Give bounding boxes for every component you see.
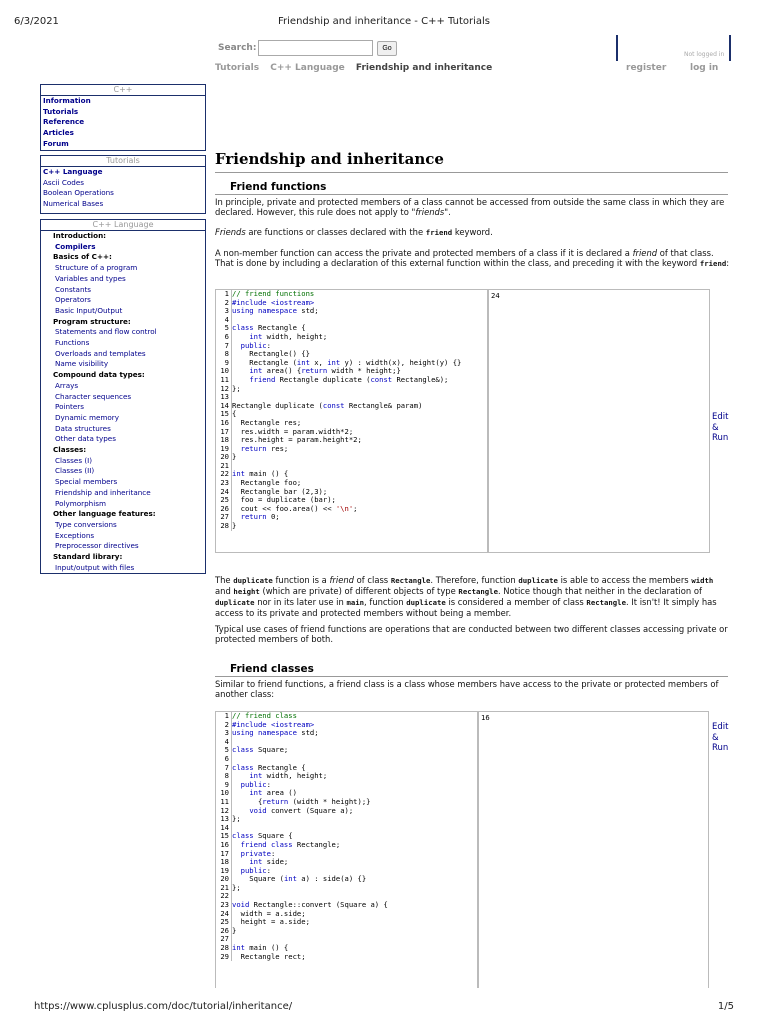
sidebar-cpp-box bbox=[40, 84, 206, 151]
code-token: class bbox=[232, 831, 254, 841]
line-number: 16 bbox=[216, 841, 232, 850]
code-token: void bbox=[232, 900, 250, 910]
print-url: https://www.cplusplus.com/doc/tutorial/inheritance/ bbox=[34, 1001, 293, 1012]
code-token: } bbox=[232, 452, 237, 462]
sidebar-item-cpp-language[interactable]: C++ Language bbox=[43, 167, 103, 176]
edit-run-text[interactable]: Run bbox=[712, 433, 729, 443]
code-output: 24 bbox=[488, 289, 710, 553]
line-number: 13 bbox=[216, 393, 232, 402]
code-line bbox=[216, 453, 487, 462]
sidebar-item-boolean-operations[interactable]: Boolean Operations bbox=[43, 188, 114, 198]
sidebar-tutorials-box bbox=[40, 155, 206, 214]
sidebar-section-heading: Program structure: bbox=[53, 316, 131, 326]
sidebar-item-link[interactable]: Polymorphism bbox=[55, 498, 106, 508]
code-token: width, height; bbox=[262, 331, 328, 341]
code-token: width = a.side; bbox=[232, 908, 306, 918]
code-line bbox=[216, 445, 487, 454]
code-token: height = a.side; bbox=[232, 917, 310, 927]
sidebar-cpp-title: C++ bbox=[41, 85, 205, 96]
code-token: x, bbox=[309, 357, 328, 367]
sidebar-item-link[interactable]: Type conversions bbox=[55, 519, 117, 529]
code-token: friend class bbox=[240, 839, 293, 849]
code-token: void bbox=[249, 805, 267, 815]
code-token: const bbox=[322, 400, 345, 410]
line-number: 22 bbox=[216, 470, 232, 479]
sidebar-item-link[interactable]: Dynamic memory bbox=[55, 412, 120, 422]
code-token: convert (Square a); bbox=[266, 805, 354, 815]
inline-code: duplicate bbox=[518, 576, 558, 585]
sidebar-item-link[interactable]: Constants bbox=[55, 284, 92, 294]
line-number: 29 bbox=[216, 953, 232, 962]
code-token: '\n' bbox=[335, 503, 354, 513]
code-token: class bbox=[232, 745, 254, 755]
line-number: 2 bbox=[216, 299, 232, 308]
search-label: Search: bbox=[218, 43, 257, 53]
inline-code: friend bbox=[699, 259, 727, 268]
sidebar-item-link[interactable]: Preprocessor directives bbox=[55, 541, 139, 551]
line-number: 12 bbox=[216, 385, 232, 394]
line-number: 28 bbox=[216, 944, 232, 953]
sidebar-item-link[interactable]: Statements and flow control bbox=[55, 327, 157, 337]
code-token: Rectangle ( bbox=[232, 357, 297, 367]
section-divider bbox=[215, 194, 728, 195]
text-italic: Friends bbox=[215, 227, 246, 237]
inline-code: duplicate bbox=[406, 598, 446, 607]
line-number: 9 bbox=[216, 359, 232, 368]
inline-code: Rectangle bbox=[458, 587, 498, 596]
sidebar-item-articles[interactable]: Articles bbox=[43, 128, 74, 138]
code-token: Rectangle foo; bbox=[232, 478, 302, 488]
sidebar-item-tutorials[interactable]: Tutorials bbox=[43, 106, 79, 116]
code-token: int bbox=[283, 874, 297, 884]
code-token: // friend class bbox=[232, 711, 297, 720]
code-token: foo = duplicate (bar); bbox=[232, 495, 336, 505]
sidebar-section-heading: Standard library: bbox=[53, 552, 123, 562]
line-number: 10 bbox=[216, 789, 232, 798]
line-number: 27 bbox=[216, 935, 232, 944]
line-number: 21 bbox=[216, 462, 232, 471]
line-number: 8 bbox=[216, 772, 232, 781]
login-link[interactable]: log in bbox=[690, 63, 719, 73]
code-token: { bbox=[232, 409, 237, 419]
line-number: 11 bbox=[216, 376, 232, 385]
register-link[interactable]: register bbox=[626, 63, 667, 73]
line-number: 2 bbox=[216, 721, 232, 730]
code-token: Rectangle duplicate ( bbox=[275, 374, 371, 384]
text: . bbox=[448, 207, 451, 217]
code-token: Rectangle::convert (Square a) { bbox=[249, 900, 388, 910]
sidebar-section-heading: Classes: bbox=[53, 445, 87, 455]
code-line bbox=[216, 953, 477, 962]
sidebar-section-heading: Introduction: bbox=[53, 231, 107, 240]
line-number: 27 bbox=[216, 513, 232, 522]
print-date: 6/3/2021 bbox=[14, 16, 59, 27]
code-token: }; bbox=[232, 383, 241, 393]
line-number: 4 bbox=[216, 316, 232, 325]
sidebar-item-link[interactable]: Compilers bbox=[55, 241, 96, 251]
sidebar-section-heading: Basics of C++: bbox=[53, 252, 112, 262]
breadcrumb-tutorials[interactable]: Tutorials bbox=[215, 63, 260, 73]
code-token: Rectangle rect; bbox=[232, 951, 306, 961]
code-token: return bbox=[301, 366, 328, 376]
title-divider bbox=[215, 172, 728, 173]
line-number: 14 bbox=[216, 402, 232, 411]
line-number: 6 bbox=[216, 755, 232, 764]
search-input[interactable] bbox=[258, 40, 373, 56]
text: : bbox=[726, 258, 730, 268]
sidebar-item-link[interactable]: Special members bbox=[55, 477, 118, 487]
sidebar-item-link[interactable]: Functions bbox=[55, 338, 90, 348]
code-token: int bbox=[232, 469, 245, 479]
code-token: Square { bbox=[253, 831, 293, 841]
breadcrumb-cpp-language[interactable]: C++ Language bbox=[270, 63, 345, 73]
line-number: 17 bbox=[216, 428, 232, 437]
line-number: 25 bbox=[216, 496, 232, 505]
code-token: // friend functions bbox=[232, 289, 315, 298]
code-token: #include <iostream> bbox=[232, 297, 315, 307]
edit-run-text[interactable]: & bbox=[712, 422, 719, 433]
text: A non-member function can access the private and protected members of a class if it is declared a bbox=[215, 248, 633, 258]
sidebar-item-reference[interactable]: Reference bbox=[43, 117, 85, 127]
edit-run-text[interactable]: Edit bbox=[712, 412, 729, 422]
inline-code: duplicate bbox=[233, 576, 273, 585]
edit-run-link[interactable] bbox=[712, 412, 728, 444]
code-token: res.height = param.height*2; bbox=[232, 435, 362, 445]
code-line bbox=[216, 875, 477, 884]
print-page-title: Friendship and inheritance - C++ Tutorials bbox=[278, 16, 490, 27]
text-italic: friend bbox=[632, 248, 658, 258]
sidebar-section-heading: Compound data types: bbox=[53, 370, 145, 380]
section-title-friend-classes: Friend classes bbox=[230, 663, 314, 675]
code-token: public bbox=[240, 779, 267, 789]
line-number: 24 bbox=[216, 910, 232, 919]
line-number: 28 bbox=[216, 522, 232, 531]
inline-code: width bbox=[691, 576, 714, 585]
code-example-friend-class[interactable] bbox=[215, 711, 478, 988]
code-token: public bbox=[240, 340, 267, 350]
line-number: 1 bbox=[216, 712, 232, 721]
code-token: a) : side(a) {} bbox=[296, 874, 367, 884]
code-token: Rectangle { bbox=[253, 323, 306, 333]
code-token: return bbox=[240, 443, 267, 453]
inline-code: duplicate bbox=[215, 598, 255, 607]
line-number: 9 bbox=[216, 781, 232, 790]
sidebar-item-link[interactable]: Arrays bbox=[55, 380, 79, 390]
code-token: return bbox=[240, 512, 267, 522]
text: nor in its later use in bbox=[254, 597, 347, 607]
code-token: Rectangle; bbox=[292, 839, 341, 849]
code-token: std; bbox=[296, 306, 319, 316]
edit-run-text[interactable]: Edit bbox=[712, 722, 729, 732]
sidebar-item-forum[interactable]: Forum bbox=[43, 138, 69, 148]
text: and bbox=[215, 586, 234, 596]
paragraph: Typical use cases of friend functions are operations that are conducted between two different classes accessing private or protected members of both. bbox=[215, 624, 728, 644]
code-token: int bbox=[232, 943, 245, 953]
sidebar-item-numerical-bases[interactable]: Numerical Bases bbox=[43, 199, 104, 209]
edit-run-link[interactable] bbox=[712, 722, 728, 754]
code-line bbox=[216, 746, 477, 755]
text: (which are private) of different objects of type bbox=[259, 586, 459, 596]
line-number: 6 bbox=[216, 333, 232, 342]
text: are functions or classes declared with the bbox=[245, 227, 426, 237]
code-line bbox=[216, 918, 477, 927]
print-page-number: 1/5 bbox=[717, 1001, 734, 1012]
line-number: 25 bbox=[216, 918, 232, 927]
line-number: 5 bbox=[216, 746, 232, 755]
text: of that class. That is done by including a declaration of this external function within the class, and preceding it with the keyword bbox=[215, 248, 714, 268]
sidebar-item-ascii-codes[interactable]: Ascii Codes bbox=[43, 177, 85, 187]
line-number: 23 bbox=[216, 479, 232, 488]
text: , function bbox=[364, 597, 407, 607]
sidebar-item-link[interactable]: Overloads and templates bbox=[55, 348, 146, 358]
line-number: 7 bbox=[216, 764, 232, 773]
breadcrumb-current[interactable]: Friendship and inheritance bbox=[355, 63, 493, 73]
breadcrumb bbox=[215, 63, 500, 73]
line-number: 26 bbox=[216, 505, 232, 514]
sidebar-item-link[interactable]: Other data types bbox=[55, 434, 116, 444]
sidebar-item-link[interactable]: Basic Input/Output bbox=[55, 305, 123, 315]
text: friend bbox=[329, 575, 354, 585]
text: keyword. bbox=[452, 227, 493, 237]
line-number: 15 bbox=[216, 410, 232, 419]
sidebar-item-link[interactable]: Structure of a program bbox=[55, 263, 138, 273]
code-token: : bbox=[266, 779, 271, 789]
code-token: int bbox=[327, 357, 341, 367]
text: In principle, private and protected members of a class cannot be accessed from outside the same class in which they are declared. However, this rule does not apply to bbox=[215, 197, 725, 217]
line-number: 15 bbox=[216, 832, 232, 841]
text: function is a bbox=[272, 575, 330, 585]
sidebar-item-link[interactable]: Classes (I) bbox=[55, 455, 93, 465]
code-token: int bbox=[249, 331, 263, 341]
code-token: res.width = param.width*2; bbox=[232, 426, 354, 436]
code-token: private bbox=[240, 848, 271, 858]
code-line bbox=[216, 927, 477, 936]
code-token: { bbox=[232, 796, 263, 806]
edit-run-text[interactable]: Run bbox=[712, 743, 729, 753]
code-token: : bbox=[266, 340, 271, 350]
code-token: int bbox=[249, 366, 263, 376]
code-line bbox=[216, 884, 477, 893]
text: of class bbox=[353, 575, 391, 585]
sidebar-item-link[interactable]: Exceptions bbox=[55, 530, 95, 540]
text: The bbox=[215, 575, 234, 585]
edit-run-text[interactable]: & bbox=[712, 732, 719, 743]
code-token: res; bbox=[266, 443, 289, 453]
code-token: ; bbox=[353, 503, 358, 513]
paragraph bbox=[215, 575, 730, 618]
code-token: using namespace bbox=[232, 306, 297, 316]
code-line bbox=[216, 522, 487, 531]
sidebar-item-link[interactable]: Character sequences bbox=[55, 391, 132, 401]
line-number: 13 bbox=[216, 815, 232, 824]
line-number: 10 bbox=[216, 367, 232, 376]
code-token: Rectangle bar (2,3); bbox=[232, 486, 328, 496]
line-number: 3 bbox=[216, 307, 232, 316]
sidebar-tutorials-title: Tutorials bbox=[41, 156, 205, 167]
paragraph bbox=[215, 227, 730, 238]
code-line bbox=[216, 807, 477, 816]
login-box-right-border bbox=[729, 35, 731, 61]
sidebar-item-link[interactable]: Input/output with files bbox=[55, 562, 135, 572]
section-divider bbox=[215, 676, 728, 677]
code-token: Square; bbox=[253, 745, 289, 755]
sidebar-item-link[interactable]: Variables and types bbox=[55, 273, 126, 283]
sidebar-language-list bbox=[41, 231, 205, 574]
search-go-button[interactable]: Go bbox=[377, 41, 397, 56]
code-token: using namespace bbox=[232, 728, 297, 738]
line-number: 12 bbox=[216, 807, 232, 816]
sidebar-item-link[interactable]: Data structures bbox=[55, 423, 111, 433]
code-token: Rectangle() {} bbox=[232, 349, 310, 359]
text: . Therefore, function bbox=[430, 575, 519, 585]
line-number: 8 bbox=[216, 350, 232, 359]
code-token: } bbox=[232, 925, 237, 935]
code-token: (width * height);} bbox=[288, 796, 371, 806]
line-number: 20 bbox=[216, 875, 232, 884]
text: is able to access the members bbox=[557, 575, 692, 585]
line-number: 16 bbox=[216, 419, 232, 428]
page-title: Friendship and inheritance bbox=[215, 150, 444, 168]
code-token: return bbox=[262, 796, 289, 806]
text: . It isn't! It simply has access to its private and protected members without being a member. bbox=[215, 597, 717, 618]
line-number: 19 bbox=[216, 867, 232, 876]
code-token: } bbox=[232, 521, 237, 531]
code-token: main () { bbox=[244, 943, 289, 953]
code-token: width * height;} bbox=[327, 366, 401, 376]
inline-code: height bbox=[233, 587, 260, 596]
code-token: class bbox=[232, 762, 254, 772]
code-token: public bbox=[240, 865, 267, 875]
line-number: 11 bbox=[216, 798, 232, 807]
code-token: Square ( bbox=[232, 874, 284, 884]
sidebar-item-information[interactable]: Information bbox=[43, 96, 91, 105]
sidebar-language-box bbox=[40, 219, 206, 574]
code-token: }; bbox=[232, 882, 241, 892]
code-output: 16 bbox=[478, 711, 709, 988]
line-number: 26 bbox=[216, 927, 232, 936]
section-title-friend-functions: Friend functions bbox=[230, 181, 327, 193]
code-token: int bbox=[249, 857, 263, 867]
code-line bbox=[216, 729, 477, 738]
code-token: friend bbox=[249, 374, 276, 384]
sidebar-item-link[interactable]: Pointers bbox=[55, 402, 84, 412]
inline-code: Rectangle bbox=[586, 598, 626, 607]
text: is considered a member of class bbox=[445, 597, 587, 607]
line-number: 5 bbox=[216, 324, 232, 333]
sidebar-item-link[interactable]: Friendship and inheritance bbox=[55, 487, 151, 497]
code-token: Rectangle res; bbox=[232, 417, 302, 427]
code-token: area () bbox=[262, 788, 297, 798]
code-token: main () { bbox=[244, 469, 289, 479]
code-token: y) : width(x), height(y) {} bbox=[340, 357, 462, 367]
sidebar-item-link[interactable]: Classes (II) bbox=[55, 466, 95, 476]
code-token: width, height; bbox=[262, 771, 328, 781]
sidebar-item-link[interactable]: Name visibility bbox=[55, 359, 109, 369]
paragraph bbox=[215, 248, 730, 269]
code-token: int bbox=[249, 771, 263, 781]
code-token: const bbox=[370, 374, 393, 384]
sidebar-item-link[interactable]: Operators bbox=[55, 295, 91, 305]
login-status: Not logged in bbox=[684, 51, 725, 58]
text: . Notice though that neither in the declaration of bbox=[497, 586, 702, 596]
login-box-left-border bbox=[616, 35, 618, 61]
code-line bbox=[216, 513, 487, 522]
code-line bbox=[216, 815, 477, 824]
code-token: int bbox=[296, 357, 310, 367]
line-number: 23 bbox=[216, 901, 232, 910]
code-token: Rectangle&); bbox=[392, 374, 449, 384]
code-token: #include <iostream> bbox=[232, 719, 315, 729]
code-token: area() { bbox=[262, 366, 302, 376]
inline-code: main bbox=[346, 598, 365, 607]
line-number: 3 bbox=[216, 729, 232, 738]
code-line bbox=[216, 307, 487, 316]
code-token: cout << foo.area() << bbox=[232, 503, 336, 513]
text-italic: "friends" bbox=[411, 207, 449, 217]
paragraph: Similar to friend functions, a friend class is a class whose members have access to the private or protected members of another class: bbox=[215, 679, 719, 699]
line-number: 22 bbox=[216, 892, 232, 901]
code-token: 0; bbox=[266, 512, 280, 522]
line-number: 20 bbox=[216, 453, 232, 462]
code-token: Rectangle duplicate ( bbox=[232, 400, 323, 410]
line-number: 24 bbox=[216, 488, 232, 497]
line-number: 19 bbox=[216, 445, 232, 454]
inline-code: friend bbox=[425, 228, 453, 237]
code-token: : bbox=[270, 848, 276, 858]
sidebar-section-heading: Other language features: bbox=[53, 509, 156, 519]
code-line bbox=[216, 402, 487, 411]
line-number: 17 bbox=[216, 850, 232, 859]
code-token: : bbox=[266, 865, 271, 875]
line-number: 14 bbox=[216, 824, 232, 833]
line-number: 7 bbox=[216, 342, 232, 351]
code-token: class bbox=[232, 323, 254, 333]
line-number: 21 bbox=[216, 884, 232, 893]
line-number: 4 bbox=[216, 738, 232, 747]
sidebar-language-title: C++ Language bbox=[41, 220, 205, 231]
code-token: }; bbox=[232, 814, 241, 824]
paragraph bbox=[215, 197, 730, 217]
code-token: Rectangle { bbox=[253, 762, 306, 772]
code-example-friend-functions[interactable] bbox=[215, 289, 488, 553]
line-number: 18 bbox=[216, 436, 232, 445]
code-line bbox=[216, 376, 487, 385]
code-token: side; bbox=[262, 857, 289, 867]
line-number: 18 bbox=[216, 858, 232, 867]
code-token: Rectangle& param) bbox=[344, 400, 423, 410]
code-line bbox=[216, 385, 487, 394]
inline-code: Rectangle bbox=[390, 576, 431, 585]
line-number: 1 bbox=[216, 290, 232, 299]
code-token: std; bbox=[296, 728, 319, 738]
code-token: int bbox=[249, 788, 263, 798]
